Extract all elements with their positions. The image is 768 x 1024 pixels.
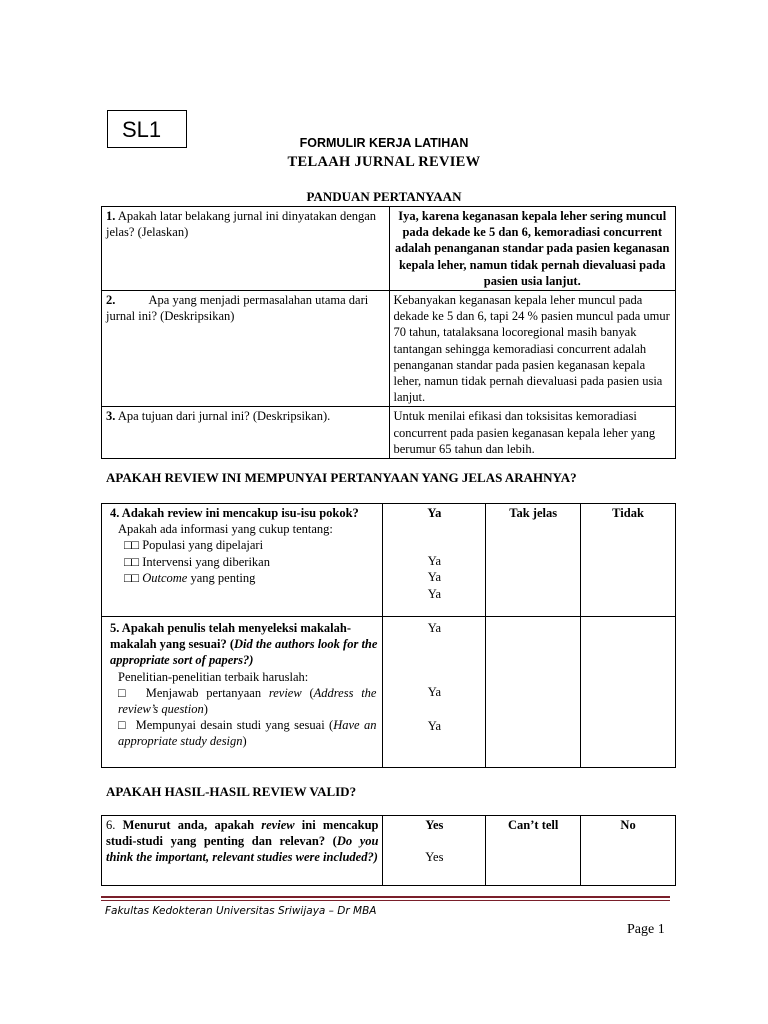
answer-study-design: Ya (427, 719, 442, 734)
answer-address-question: Ya (427, 685, 442, 700)
question-text: Apa tujuan dari jurnal ini? (Deskripsikan). (117, 409, 331, 424)
list-item: □ Mempunyai desain studi yang sesuai (Have an appropriate study design) (118, 718, 377, 749)
question-4-intro: Apakah ada informasi yang cukup tentang: (118, 522, 333, 537)
answer-intervensi: Ya (427, 570, 442, 585)
answer-cell[interactable]: Iya, karena keganasan kepala leher sering muncul pada dekade ke 5 dan 6, kemoradiasi concurrent adalah penanganan standar pada pasien keganasan kepala leher, namun tidak pernah dievaluasi pada pasien usia lanjut. (389, 207, 676, 291)
list-item (106, 570, 378, 586)
table-row (102, 407, 676, 459)
question-4-title: 4. Adakah review ini mencakup isu-isu pokok? (110, 506, 359, 520)
question-cell (102, 617, 383, 768)
form-subtitle: TELAAH JURNAL REVIEW (287, 154, 481, 170)
question-number: 2. (106, 293, 116, 308)
question-number: 6. (106, 818, 116, 832)
table-row (102, 504, 676, 617)
list-item (106, 554, 378, 570)
column-header-no[interactable]: No (581, 816, 676, 886)
footer-divider-thin (101, 900, 670, 901)
column-header-cant-tell[interactable]: Can’t tell (486, 816, 581, 886)
table-row (102, 207, 676, 291)
question-text: Apa yang menjadi permasalahan utama dari jurnal ini? (Deskripsikan) (106, 293, 369, 324)
answer-outcome: Ya (427, 586, 442, 601)
list-item: □ Menjawab pertanyaan review (Address the review’s question) (118, 685, 377, 717)
guide-heading: PANDUAN PERTANYAAN (306, 189, 462, 204)
checkbox-icon[interactable]: □□ (124, 570, 140, 585)
validity-questions-table (101, 815, 676, 886)
column-header-no[interactable]: Tidak (581, 504, 676, 617)
checkbox-icon[interactable]: □□ (124, 554, 140, 569)
column-header-yes: Ya (427, 506, 442, 520)
section-heading-clear-question: APAKAH REVIEW INI MEMPUNYAI PERTANYAAN YANG JELAS ARAHNYA? (106, 470, 577, 485)
question-cell (102, 407, 390, 459)
question-text: Apakah latar belakang jurnal ini dinyatakan dengan jelas? (Jelaskan) (106, 209, 377, 240)
answer-q6: Yes (425, 850, 444, 865)
footer-divider (101, 896, 670, 898)
item-label-italic: Outcome (142, 570, 188, 585)
question-number: 1. (106, 209, 116, 223)
guide-questions-table (101, 206, 676, 459)
item-label: Populasi yang dipelajari (142, 538, 264, 553)
form-code-box: SL1 (107, 110, 187, 148)
answer-yes-cell[interactable] (383, 617, 486, 768)
question-5-title: 5. Apakah penulis telah menyeleksi makalah-makalah yang sesuai? (Did the authors look for the appropriate sort of papers?) (110, 621, 378, 668)
question-cell (102, 504, 383, 617)
question-cell (102, 291, 390, 407)
answer-no-cell[interactable] (581, 617, 676, 768)
item-label: Intervensi yang diberikan (142, 554, 270, 569)
table-row (102, 291, 676, 407)
column-header-unclear[interactable]: Tak jelas (486, 504, 581, 617)
answer-q5: Ya (427, 621, 442, 635)
item-label: yang penting (187, 570, 256, 585)
column-header-yes: Yes (425, 818, 444, 832)
question-cell (102, 207, 390, 291)
answer-yes-cell[interactable] (383, 504, 486, 617)
answer-populasi: Ya (427, 554, 442, 569)
question-5-intro: Penelitian-penelitian terbaik haruslah: (118, 669, 309, 684)
list-item (106, 537, 378, 553)
checkbox-icon[interactable]: □ (118, 718, 127, 733)
table-row (102, 617, 676, 768)
question-cell: 6. Menurut anda, apakah review ini mencakup studi-studi yang penting dan relevan? (Do you think the important, relevant studies were included?) (102, 816, 383, 886)
checkbox-icon[interactable]: □□ (124, 538, 140, 553)
answer-cell[interactable]: Untuk menilai efikasi dan toksisitas kemoradiasi concurrent pada pasien keganasan kepala leher yang berumur 65 tahun dan lebih. (389, 407, 676, 459)
form-title: FORMULIR KERJA LATIHAN (299, 136, 469, 150)
answer-yes-cell[interactable] (383, 816, 486, 886)
section-heading-validity: APAKAH HASIL-HASIL REVIEW VALID? (106, 784, 357, 799)
table-row (102, 816, 676, 886)
answer-unclear-cell[interactable] (486, 617, 581, 768)
answer-cell[interactable]: Kebanyakan keganasan kepala leher muncul pada dekade ke 5 dan 6, tapi 24 % pasien muncul pada umur 70 tahun, tatalaksana locoregional masih banyak tantangan sehingga kemoradiasi concurrent adalah penanganan standar pada pasien keganasan kepala leher, namun tidak pernah dievaluasi pada pasien usia lanjut. (389, 291, 676, 407)
review-questions-table (101, 503, 676, 768)
footer-text: Fakultas Kedokteran Universitas Sriwijaya – Dr MBA (105, 905, 377, 917)
checkbox-icon[interactable]: □ (118, 685, 131, 700)
page-number: Page 1 (627, 922, 665, 937)
question-number: 3. (106, 409, 116, 424)
